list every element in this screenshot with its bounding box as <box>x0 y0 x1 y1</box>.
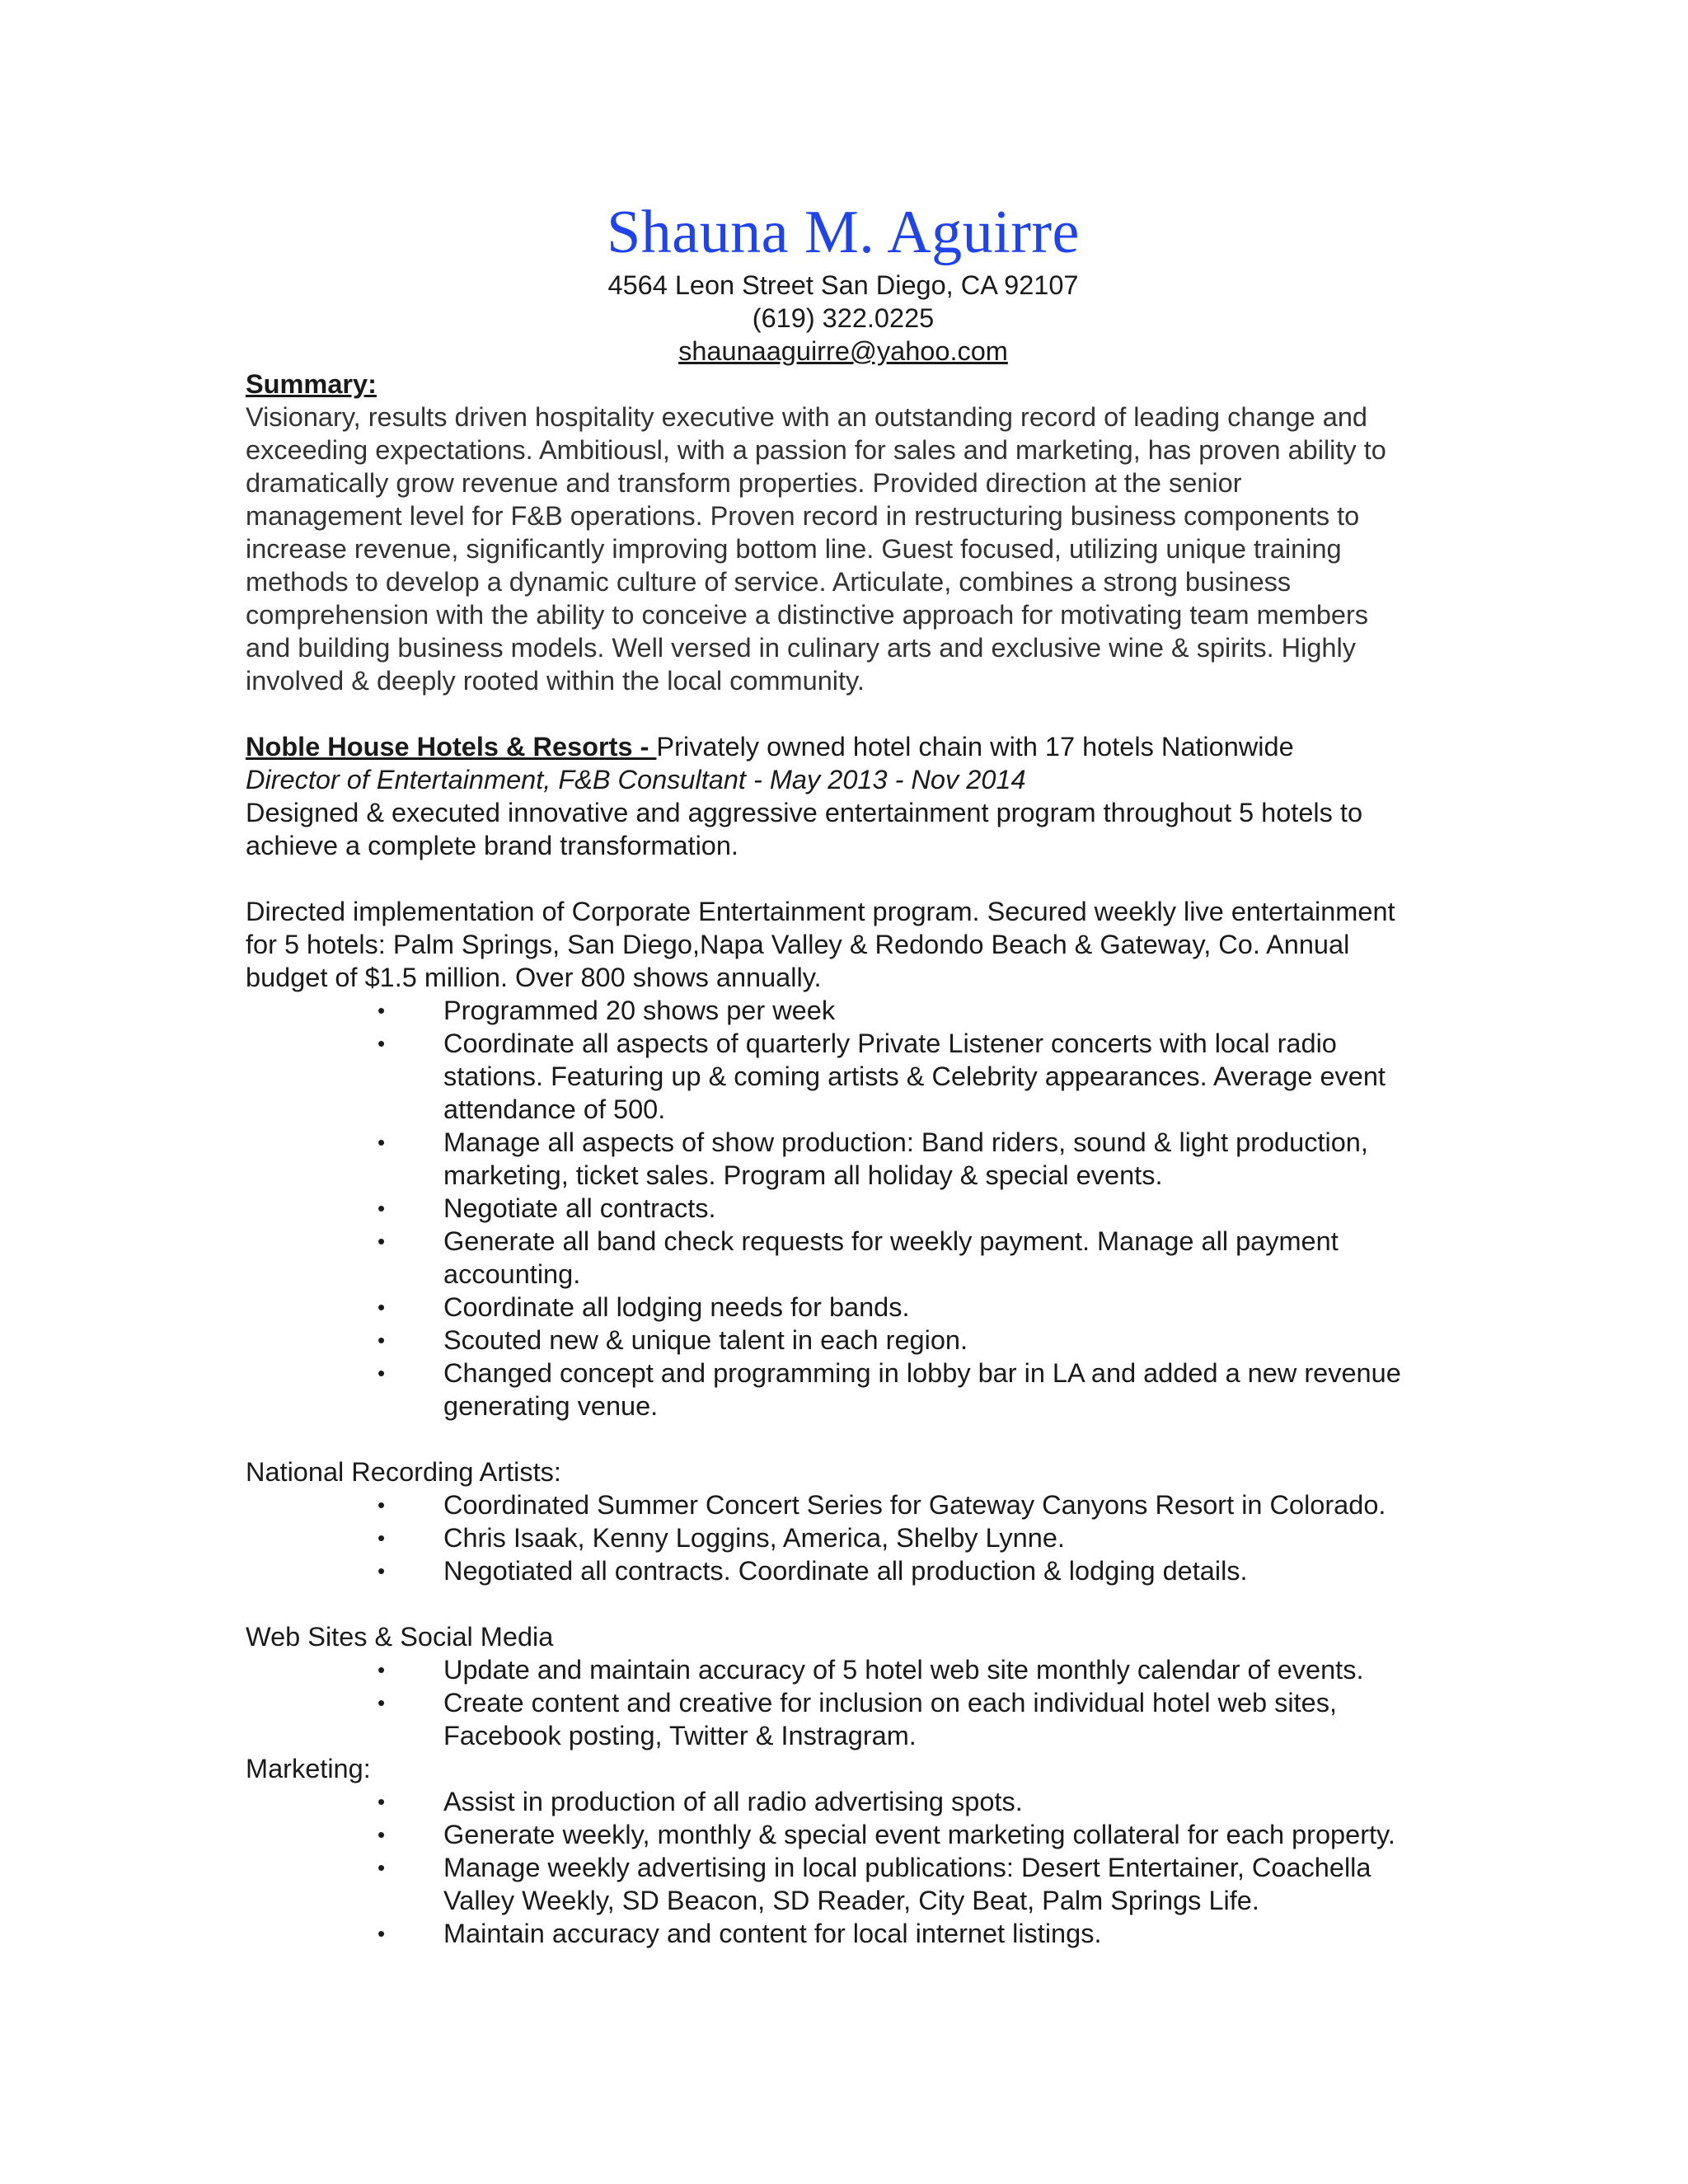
bullet-text: Negotiated all contracts. Coordinate all production & lodging details. <box>443 1556 1248 1586</box>
summary-line: exceeding expectations. Ambitiousl, with a passion for sales and marketing, has proven ability to <box>246 435 1386 465</box>
summary-line: dramatically grow revenue and transform properties. Provided direction at the senior <box>246 468 1242 498</box>
employer-description: Privately owned hotel chain with 17 hotels Nationwide <box>656 732 1294 762</box>
intro-line: Designed & executed innovative and aggressive entertainment program throughout 5 hotels to <box>246 798 1363 827</box>
bullet-text: Negotiate all contracts. <box>443 1193 716 1223</box>
web-heading: Web Sites & Social Media <box>246 1622 554 1652</box>
spacer <box>246 697 1441 730</box>
bullet-text: Facebook posting, Twitter & Instragram. <box>443 1721 917 1750</box>
bullet-icon: • <box>377 998 386 1023</box>
bullet-text: Changed concept and programming in lobby bar in LA and added a new revenue <box>443 1358 1401 1388</box>
bullet-text: Valley Weekly, SD Beacon, SD Reader, City Beat, Palm Springs Life. <box>443 1886 1259 1915</box>
program-line: for 5 hotels: Palm Springs, San Diego,Napa Valley & Redondo Beach & Gateway, Co. Annual <box>246 930 1350 959</box>
bullet-item <box>246 1653 1441 1686</box>
bullet-text: Manage weekly advertising in local publications: Desert Entertainer, Coachella <box>443 1853 1372 1882</box>
phone-line: (619) 322.0225 <box>752 303 935 333</box>
bullet-icon: • <box>377 1196 386 1221</box>
candidate-name: Shauna M. Aguirre <box>607 199 1080 266</box>
summary-line: increase revenue, significantly improving bottom line. Guest focused, utilizing unique training <box>246 534 1342 564</box>
bullet-text: Coordinated Summer Concert Series for Gateway Canyons Resort in Colorado. <box>443 1490 1386 1520</box>
bullet-item <box>246 1521 1441 1554</box>
summary-line: methods to develop a dynamic culture of service. Articulate, combines a strong business <box>246 567 1292 597</box>
bullet-item <box>246 1225 1441 1291</box>
bullet-icon: • <box>377 1229 386 1254</box>
artists-bullet-list <box>246 1488 1441 1587</box>
bullet-text: Programmed 20 shows per week <box>443 996 836 1025</box>
bullet-text: Generate all band check requests for weekly payment. Manage all payment <box>443 1226 1339 1256</box>
bullet-text: Generate weekly, monthly & special event marketing collateral for each property. <box>443 1820 1395 1849</box>
program-line: Directed implementation of Corporate Entertainment program. Secured weekly live entertainment <box>246 897 1395 926</box>
summary-line: involved & deeply rooted within the local community. <box>246 666 865 696</box>
bullet-item <box>246 1027 1441 1126</box>
intro-line: achieve a complete brand transformation. <box>246 831 738 860</box>
resume-page <box>246 198 1441 1950</box>
contact-block <box>246 269 1441 368</box>
summary-line: and building business models. Well versed in culinary arts and exclusive wine & spirits. Highly <box>246 633 1356 663</box>
bullet-icon: • <box>377 1493 386 1517</box>
bullet-icon: • <box>377 1558 386 1583</box>
program-bullet-list <box>246 994 1441 1422</box>
artists-heading: National Recording Artists: <box>246 1457 561 1487</box>
bullet-text: Maintain accuracy and content for local internet listings. <box>443 1919 1102 1948</box>
summary-line: Visionary, results driven hospitality executive with an outstanding record of leading change and <box>246 402 1368 432</box>
summary-line: comprehension with the ability to conceive a distinctive approach for motivating team members <box>246 600 1369 630</box>
bullet-item <box>246 1917 1441 1950</box>
bullet-text: Create content and creative for inclusion on each individual hotel web sites, <box>443 1688 1337 1718</box>
spacer <box>246 1587 1441 1620</box>
bullet-item <box>246 1554 1441 1587</box>
program-paragraph <box>246 895 1441 994</box>
bullet-icon: • <box>377 1328 386 1352</box>
bullet-item <box>246 1818 1441 1851</box>
bullet-item <box>246 1686 1441 1752</box>
bullet-item <box>246 1291 1441 1324</box>
bullet-icon: • <box>377 1130 386 1155</box>
spacer <box>246 1422 1441 1455</box>
bullet-text: Update and maintain accuracy of 5 hotel web site monthly calendar of events. <box>443 1655 1364 1685</box>
email-link[interactable]: shaunaaguirre@yahoo.com <box>678 336 1008 366</box>
bullet-item <box>246 1851 1441 1917</box>
bullet-item <box>246 1192 1441 1225</box>
program-line: budget of $1.5 million. Over 800 shows annually. <box>246 963 822 992</box>
bullet-text: Coordinate all lodging needs for bands. <box>443 1292 910 1322</box>
bullet-text: Coordinate all aspects of quarterly Private Listener concerts with local radio <box>443 1029 1337 1058</box>
bullet-item <box>246 1324 1441 1357</box>
bullet-text: attendance of 500. <box>443 1094 666 1124</box>
address-line: 4564 Leon Street San Diego, CA 92107 <box>607 270 1079 300</box>
bullet-icon: • <box>377 1361 386 1385</box>
bullet-item <box>246 1357 1441 1422</box>
bullet-icon: • <box>377 1657 386 1682</box>
bullet-text: stations. Featuring up & coming artists & Celebrity appearances. Average event <box>443 1062 1386 1091</box>
bullet-icon: • <box>377 1031 386 1056</box>
bullet-text: marketing, ticket sales. Program all holiday & special events. <box>443 1160 1163 1190</box>
bullet-item <box>246 1785 1441 1818</box>
spacer <box>246 862 1441 895</box>
employer-line <box>246 730 1441 763</box>
marketing-heading: Marketing: <box>246 1754 371 1783</box>
summary-line: management level for F&B operations. Proven record in restructuring business components to <box>246 501 1360 531</box>
marketing-bullet-list <box>246 1785 1441 1950</box>
bullet-icon: • <box>377 1526 386 1550</box>
bullet-icon: • <box>377 1822 386 1847</box>
bullet-item <box>246 1488 1441 1521</box>
bullet-text: generating venue. <box>443 1391 659 1421</box>
bullet-icon: • <box>377 1295 386 1319</box>
bullet-text: Assist in production of all radio advertising spots. <box>443 1787 1023 1816</box>
bullet-icon: • <box>377 1921 386 1946</box>
bullet-icon: • <box>377 1789 386 1814</box>
employer-name: Noble House Hotels & Resorts - <box>246 732 657 762</box>
bullet-icon: • <box>377 1855 386 1880</box>
job-intro <box>246 796 1441 862</box>
summary-heading: Summary: <box>246 369 377 399</box>
bullet-item <box>246 1126 1441 1192</box>
bullet-text: accounting. <box>443 1259 581 1289</box>
job-title: Director of Entertainment, F&B Consultant - May 2013 - Nov 2014 <box>246 765 1026 794</box>
summary-paragraph <box>246 401 1441 697</box>
bullet-item <box>246 994 1441 1027</box>
bullet-text: Chris Isaak, Kenny Loggins, America, Shelby Lynne. <box>443 1523 1065 1553</box>
bullet-text: Manage all aspects of show production: Band riders, sound & light production, <box>443 1127 1368 1157</box>
bullet-icon: • <box>377 1690 386 1715</box>
bullet-text: Scouted new & unique talent in each region. <box>443 1325 968 1355</box>
web-bullet-list <box>246 1653 1441 1752</box>
